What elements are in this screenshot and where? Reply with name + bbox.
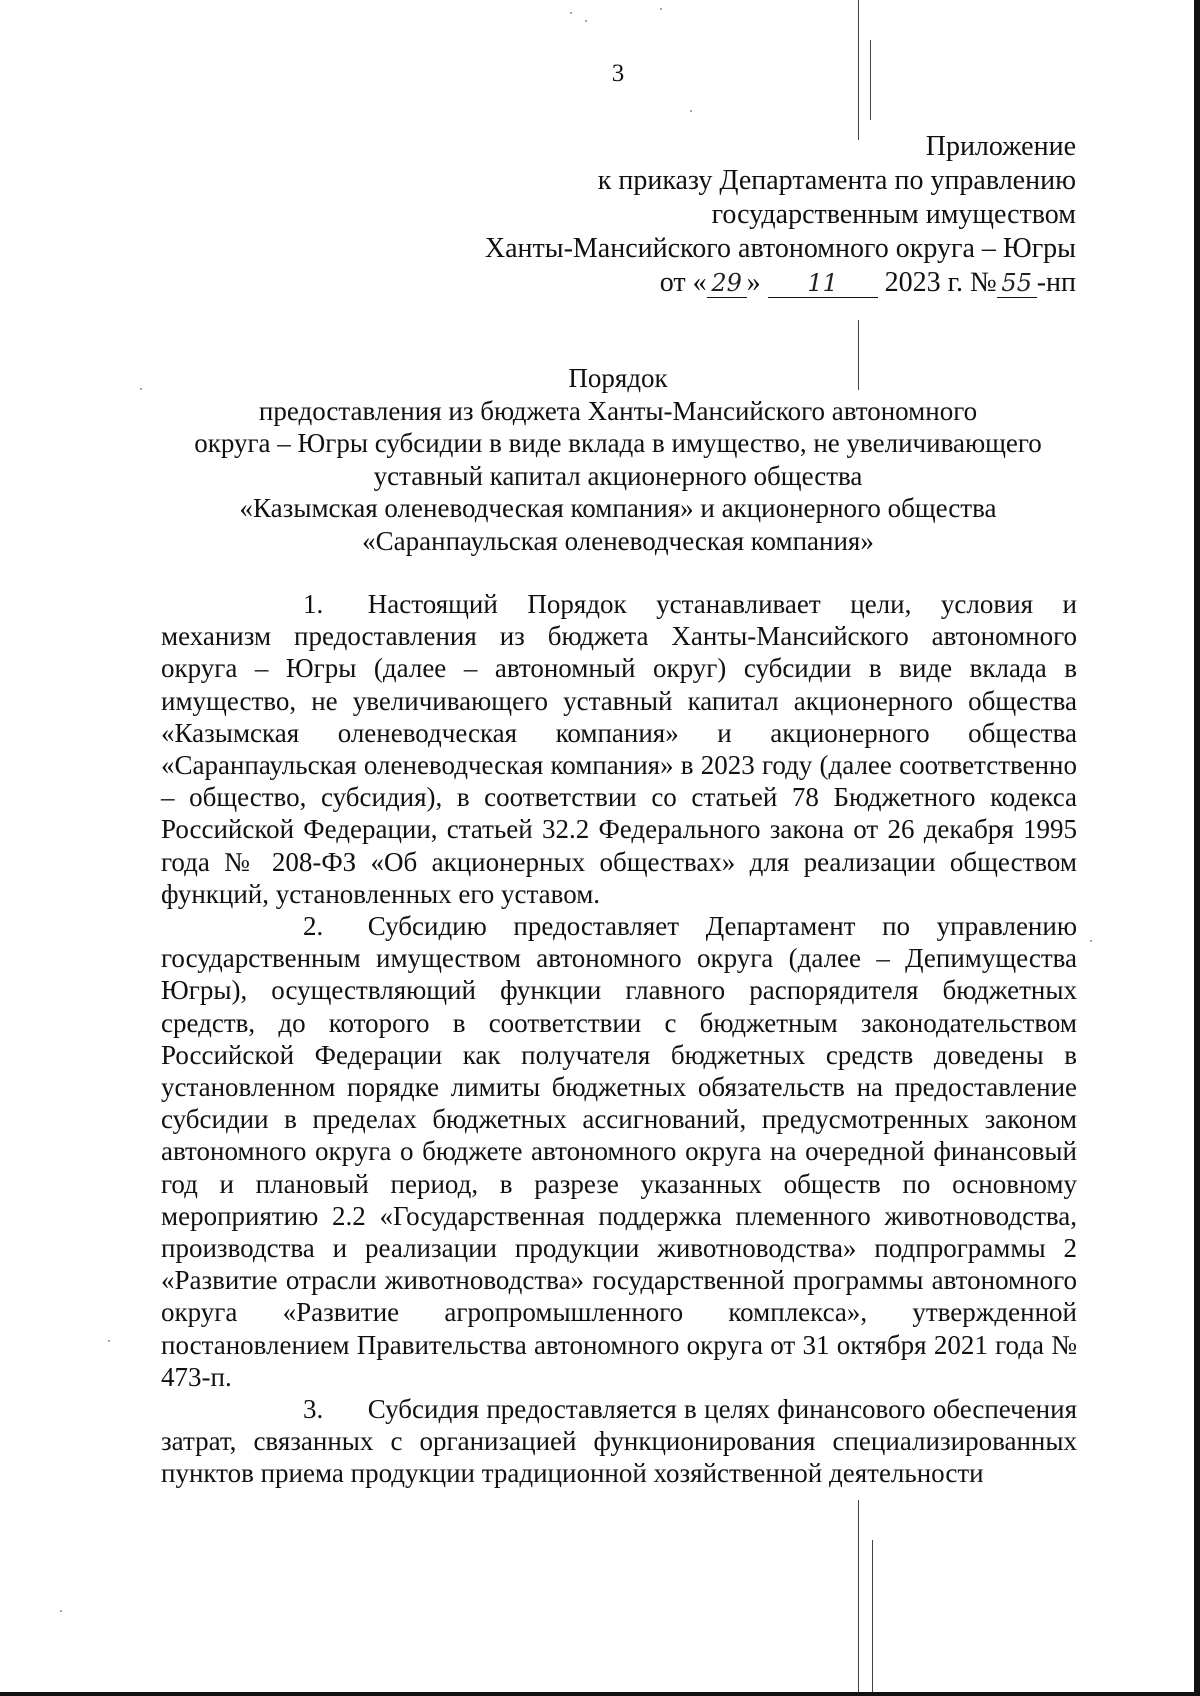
- order-number-field: [997, 269, 1037, 298]
- paragraph-2: [161, 910, 1077, 1393]
- title-line: предоставления из бюджета Ханты-Мансийского автономного: [258, 395, 978, 426]
- title-line: «Саранпаульская оленеводческая компания»: [362, 525, 874, 556]
- paragraph-number: 1.: [303, 589, 324, 619]
- paragraph-text: Субсидию предоставляет Департамент по управлению государственным имуществом автономного округа (далее – Депимущества Югры), осуществляющий функции главного распорядителя бюджетных средств, до которого в соответствии с бюджетным законодательством Российской Федерации как получателя бюджетных средств доведены в установленном порядке лимиты бюджетных обязательств на предоставление субсидии в пределах бюджетных ассигнований, предусмотренных законом автономного округа о бюджете автономного округа на очередной финансовый год и плановый период, в разрезе указанных обществ по основному мероприятию 2.2 «Государственная поддержка племенного животноводства, производства и реализации продукции животноводства» подпрограммы 2 «Развитие отрасли животноводства» государственной программы автономного округа «Развитие агропромышленного комплекса», утвержденной постановлением Правительства автономного округа от 31 октября 2021 года № 473-п.: [161, 911, 1077, 1392]
- paragraph-number: 3.: [303, 1394, 324, 1425]
- scan-border-right: [1194, 0, 1200, 1696]
- paragraph-3: [161, 1393, 1077, 1490]
- date-day-handwritten: 29: [711, 269, 742, 297]
- scan-speck: [108, 1340, 110, 1342]
- scan-speck: [585, 20, 587, 22]
- date-mid: »: [746, 267, 761, 298]
- scan-speck: [690, 110, 692, 112]
- page-number: 3: [611, 60, 625, 87]
- date-month-field: [768, 269, 878, 298]
- paragraph-text: Субсидия предоставляется в целях финансового обеспечения затрат, связанных с организацией функционирования специализированных пунктов приема продукции традиционной хозяйственной деятельности: [161, 1394, 1077, 1489]
- paragraph-text: Настоящий Порядок устанавливает цели, условия и механизм предоставления из бюджета Ханты-Мансийского автономного округа – Югры (далее – автономный округ) субсидии в виде вклада в имущество, не увеличивающего уставный капитал акционерного общества «Казымская оленеводческая компания» и акционерного общества «Саранпаульская оленеводческая компания» в 2023 году (далее соответственно – общество, субсидия), в соответствии со статьей 78 Бюджетного кодекса Российской Федерации, статьей 32.2 Федерального закона от 26 декабря 1995 года № 208-ФЗ «Об акционерных обществах» для реализации обществом функций, установленных его уставом.: [161, 589, 1077, 909]
- scan-border-bottom: [0, 1692, 1200, 1696]
- date-day-field: [707, 269, 747, 298]
- date-year: 2023 г. №: [884, 267, 997, 298]
- title-line: уставный капитал акционерного общества: [373, 460, 863, 491]
- title-line: Порядок: [568, 363, 668, 393]
- scan-speck: [660, 8, 662, 10]
- appendix-label: Приложение: [925, 131, 1076, 162]
- title-line: округа – Югры субсидии в виде вклада в имущество, не увеличивающего: [194, 428, 1042, 458]
- date-prefix: от «: [659, 267, 707, 298]
- title-line: «Казымская оленеводческая компания» и акционерного общества: [239, 493, 997, 523]
- order-number-handwritten: 55: [1001, 269, 1032, 297]
- appendix-order-ref: к приказу Департамента по управлению: [597, 165, 1076, 196]
- paragraph-number: 2.: [303, 911, 324, 942]
- appendix-date-line: [485, 266, 1076, 300]
- paragraph-1: [161, 588, 1077, 910]
- date-month-handwritten: 11: [807, 269, 838, 297]
- document-title: [150, 362, 1086, 557]
- document-body: [161, 588, 1077, 1490]
- appendix-department: государственным имуществом: [711, 199, 1076, 230]
- appendix-header: [485, 130, 1076, 300]
- scan-artifact-line: [858, 1500, 859, 1696]
- scan-artifact-line: [872, 1540, 873, 1696]
- appendix-region: Ханты-Мансийского автономного округа – Югры: [484, 233, 1076, 264]
- scan-speck: [60, 1610, 62, 1612]
- scan-speck: [570, 12, 572, 14]
- scan-speck: [140, 388, 142, 390]
- order-suffix: -нп: [1036, 267, 1076, 298]
- scan-speck: [1090, 940, 1092, 942]
